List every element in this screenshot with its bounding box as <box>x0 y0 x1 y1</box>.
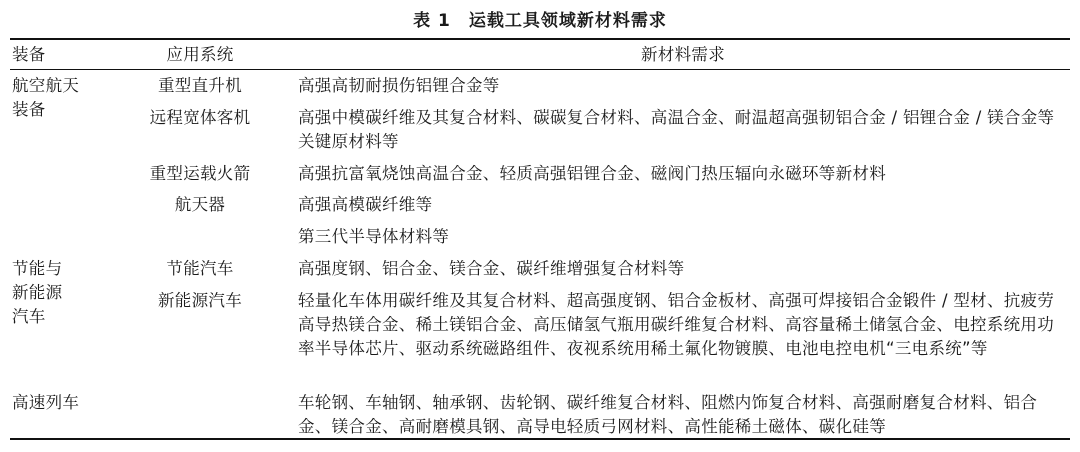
needs-cell: 高强高韧耐损伤铝锂合金等 <box>298 76 500 95</box>
system-cell: 航天器 <box>174 195 226 214</box>
needs-cell: 高强抗富氧烧蚀高温合金、轻质高强铝锂合金、磁阀门热压辐向永磁环等新材料 <box>298 164 886 183</box>
category-energy-vehicles: 节能与新能源汽车 <box>12 259 63 326</box>
system-cell: 远程宽体客机 <box>149 108 251 127</box>
system-cell: 重型运载火箭 <box>149 164 251 183</box>
header-equipment: 装备 <box>12 45 46 64</box>
table-header-rule <box>10 69 1070 70</box>
table-top-rule <box>10 38 1070 40</box>
needs-cell: 轻量化车体用碳纤维及其复合材料、超高强度钢、铝合金板材、高强可焊接铝合金锻件 / 型材、抗疲劳高导热镁合金、稀土镁铝合金、高压储氢气瓶用碳纤维复合材料、高容量稀土储氢合金、电控系统用功率半导体芯片、驱动系统磁路组件、夜视系统用稀土氟化物镀膜、电池电控电机“三电系统”等 <box>298 291 1055 358</box>
needs-cell: 车轮钢、车轴钢、轴承钢、齿轮钢、碳纤维复合材料、阻燃内饰复合材料、高强耐磨复合材料、铝合金、镁合金、高耐磨模具钢、高导电轻质弓网材料、高性能稀土磁体、碳化硅等 <box>298 393 1038 436</box>
header-application-system: 应用系统 <box>166 45 234 64</box>
needs-cell: 高强中模碳纤维及其复合材料、碳碳复合材料、高温合金、耐温超高强韧铝合金 / 铝锂合金 / 镁合金等关键原材料等 <box>298 108 1055 151</box>
system-cell: 新能源汽车 <box>158 291 242 310</box>
system-cell: 重型直升机 <box>158 76 242 95</box>
category-aerospace: 航空航天装备 <box>12 76 80 119</box>
category-high-speed-rail: 高速列车 <box>12 393 80 412</box>
needs-cell: 高强高模碳纤维等 <box>298 195 433 214</box>
system-cell: 节能汽车 <box>166 259 234 278</box>
needs-cell: 第三代半导体材料等 <box>298 227 450 246</box>
header-material-needs: 新材料需求 <box>641 45 725 64</box>
table-caption: 表 1 运载工具领域新材料需求 <box>413 11 667 31</box>
needs-cell: 高强度钢、铝合金、镁合金、碳纤维增强复合材料等 <box>298 259 685 278</box>
